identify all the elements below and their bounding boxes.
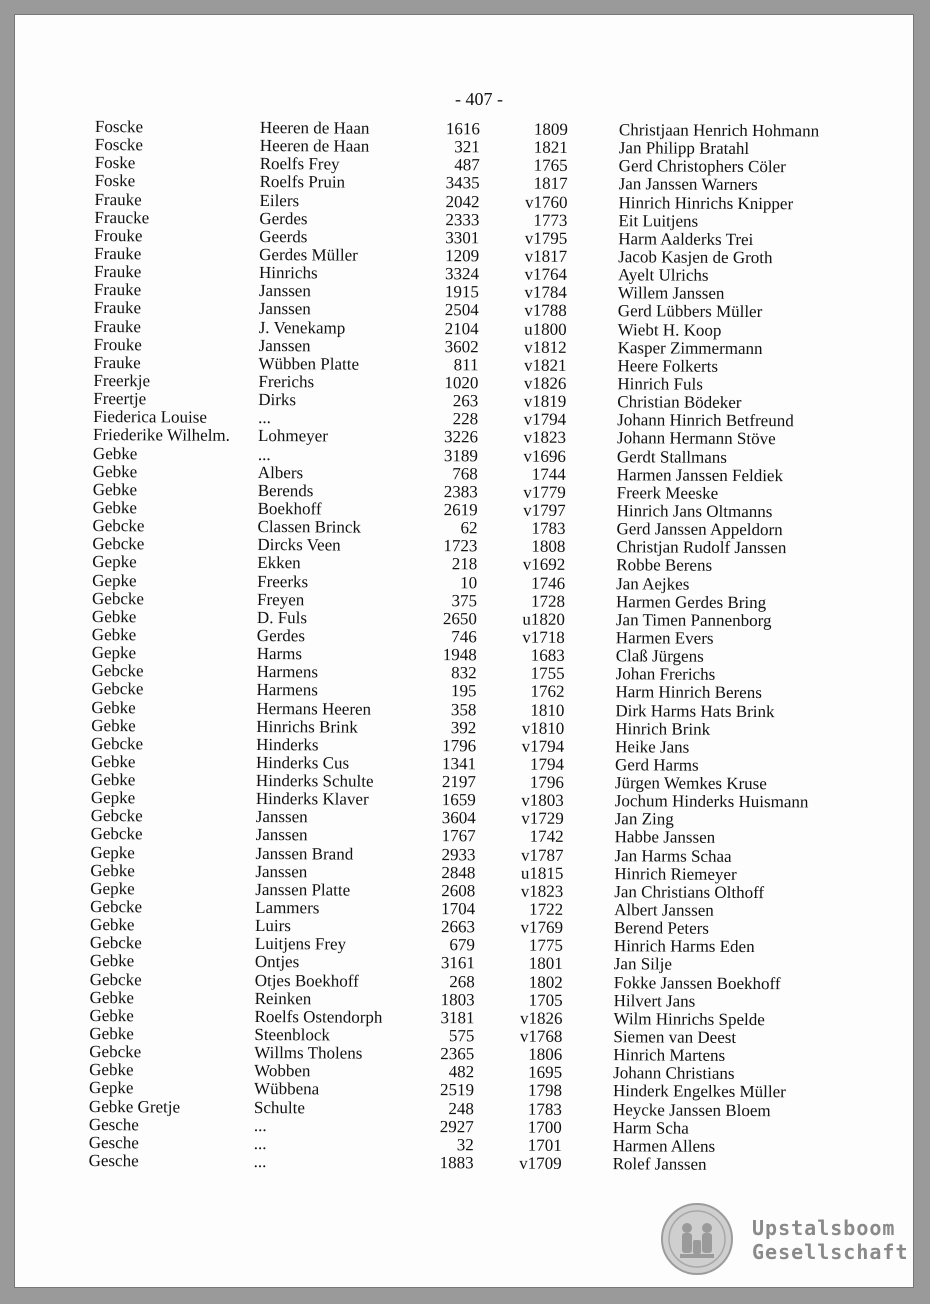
first-name-cell: Gebcke (92, 516, 145, 536)
spouse-name-cell: Dirk Harms Hats Brink (615, 700, 775, 721)
spouse-name-cell: Jan Timen Pannenborg (615, 609, 772, 630)
spouse-name-cell: Hilvert Jans (613, 990, 696, 1011)
record-number-cell: 1915 (444, 282, 480, 302)
spouse-name-cell: Harmen Allens (612, 1136, 716, 1156)
record-number-cell: 3181 (440, 1008, 475, 1028)
record-number-cell: 218 (451, 554, 478, 574)
first-name-cell: Gebke (92, 461, 138, 481)
first-name-cell: Gepke (90, 788, 136, 808)
year-cell: v1826 (519, 1008, 563, 1028)
surname-cell: Hinderks Cus (256, 752, 350, 773)
record-number-cell: 2333 (445, 209, 480, 230)
first-name-cell: Frauke (93, 352, 141, 373)
spouse-name-cell: Wilm Hinrichs Spelde (613, 1009, 765, 1029)
spouse-name-cell: Jan Silje (613, 954, 672, 975)
surname-cell: ... (253, 1152, 267, 1172)
year-cell: 1746 (531, 573, 566, 593)
year-cell: 1783 (531, 518, 566, 538)
first-name-cell: Freertje (93, 389, 147, 409)
year-cell: 1722 (529, 899, 564, 919)
first-name-cell: Gebke (90, 770, 136, 790)
first-name-cell: Gebke (92, 479, 138, 500)
year-cell: v1794 (523, 409, 567, 430)
surname-cell: Otjes Boekhoff (254, 970, 359, 991)
surname-cell: Ontjes (254, 952, 300, 972)
spouse-name-cell: Jan Janssen Warners (618, 174, 758, 195)
surname-cell: Hermans Heeren (256, 698, 372, 719)
record-number-cell: 2927 (439, 1116, 474, 1137)
surname-cell: Hinrichs Brink (256, 716, 358, 737)
surname-cell: Eilers (259, 190, 300, 210)
surname-cell: Gerdes Müller (259, 244, 358, 265)
record-number-cell: 62 (460, 518, 478, 538)
first-name-cell: Gebke (90, 915, 135, 935)
record-number-cell: 2383 (443, 481, 478, 502)
first-name-cell: Foske (94, 171, 136, 191)
year-cell: 1808 (531, 536, 566, 557)
surname-cell: Schulte (253, 1097, 306, 1117)
year-cell: 1762 (530, 682, 565, 702)
surname-cell: ... (258, 408, 271, 428)
first-name-cell: Gebke (92, 497, 138, 518)
spouse-name-cell: Hinderk Engelkes Müller (613, 1081, 786, 1102)
spouse-name-cell: Harm Scha (612, 1117, 689, 1138)
first-name-cell: Frouke (93, 334, 142, 354)
spouse-name-cell: Harm Aalderks Trei (618, 229, 754, 249)
surname-cell: Roelfs Frey (259, 154, 340, 174)
surname-cell: Willms Tholens (254, 1043, 363, 1063)
spouse-name-cell: Gerd Lübbers Müller (617, 301, 763, 322)
first-name-cell: Gebke (89, 951, 135, 971)
surname-cell: Boekhoff (257, 498, 322, 519)
record-number-cell: 2933 (441, 844, 476, 864)
record-number-cell: 768 (452, 463, 478, 484)
first-name-cell: Gesche (88, 1150, 139, 1171)
spouse-name-cell: Hinrich Harms Eden (613, 936, 755, 957)
record-number-cell: 1341 (442, 754, 477, 774)
record-number-cell: 1704 (441, 899, 476, 919)
spouse-name-cell: Christjaan Henrich Hohmann (618, 120, 820, 141)
record-number-cell: 2619 (443, 500, 478, 520)
spouse-name-cell: Rolef Janssen (612, 1154, 707, 1174)
record-number-cell: 248 (448, 1098, 475, 1118)
spouse-name-cell: Heere Folkerts (617, 356, 719, 376)
surname-cell: Albers (257, 462, 304, 482)
spouse-name-cell: Hinrich Jans Oltmanns (616, 501, 773, 522)
spouse-name-cell: Johan Frerichs (615, 664, 716, 685)
surname-cell: D. Fuls (256, 607, 308, 628)
logo-text (752, 1216, 909, 1264)
first-name-cell: Gebke (89, 987, 135, 1008)
year-cell: v1817 (524, 246, 568, 266)
spouse-name-cell: Johann Hermann Stöve (616, 428, 776, 449)
year-cell: v1812 (524, 337, 567, 357)
first-name-cell: Gebcke (92, 588, 145, 608)
record-number-cell: 3301 (445, 227, 480, 248)
surname-cell: Roelfs Pruin (259, 172, 346, 192)
first-name-cell: Fraucke (94, 207, 150, 228)
spouse-name-cell: Johann Christians (613, 1063, 735, 1084)
surname-cell: Heeren de Haan (259, 136, 370, 156)
surname-cell: Berends (257, 480, 314, 501)
document-page (14, 14, 914, 1288)
surname-cell: ... (257, 444, 271, 464)
year-cell: u1800 (524, 319, 567, 339)
record-number-cell: 1948 (442, 645, 477, 665)
spouse-name-cell: Hinrich Hinrichs Knipper (618, 192, 794, 213)
year-cell: 1755 (530, 663, 565, 684)
year-cell: u1815 (520, 863, 564, 883)
surname-cell: Janssen (255, 825, 308, 845)
year-cell: 1765 (533, 155, 568, 176)
surname-cell: Hinderks Schulte (255, 771, 374, 791)
surname-cell: Wobben (254, 1061, 311, 1081)
spouse-name-cell: Kasper Zimmermann (617, 337, 763, 358)
year-cell: 1802 (528, 972, 563, 992)
spouse-name-cell: Jan Zing (614, 809, 674, 829)
first-name-cell: Frauke (94, 243, 142, 264)
first-name-cell: Gebcke (90, 897, 143, 917)
surname-cell: ... (253, 1115, 267, 1135)
first-name-cell: Frauke (94, 262, 142, 282)
year-cell: 1683 (530, 645, 565, 665)
spouse-name-cell: Harmen Evers (615, 628, 714, 648)
year-cell: 1801 (528, 954, 563, 974)
record-number-cell: 1659 (441, 790, 476, 810)
first-name-cell: Foske (94, 153, 136, 173)
year-cell: 1821 (533, 137, 568, 158)
surname-cell: Dirks (258, 390, 297, 410)
year-cell: v1819 (523, 391, 567, 411)
first-name-cell: Gebcke (91, 679, 144, 699)
year-cell: 1744 (531, 464, 566, 484)
year-cell: v1768 (519, 1026, 563, 1046)
record-number-cell: 679 (449, 935, 476, 955)
year-cell: 1728 (531, 591, 566, 611)
record-number-cell: 10 (460, 572, 478, 592)
spouse-name-cell: Hinrich Martens (613, 1045, 726, 1066)
spouse-name-cell: Robbe Berens (616, 555, 713, 576)
surname-cell: Steenblock (254, 1025, 331, 1045)
spouse-name-cell: Jan Harms Schaa (614, 845, 732, 866)
first-name-cell: Frauke (93, 280, 142, 300)
surname-cell: Harms (256, 644, 303, 664)
surname-cell: Janssen (258, 299, 311, 319)
record-number-cell: 3161 (440, 953, 475, 973)
first-name-cell: Gebcke (91, 661, 144, 681)
first-name-cell: Gebke (91, 624, 137, 645)
surname-cell: Geerds (259, 226, 308, 247)
surname-cell: Janssen (258, 281, 311, 301)
record-number-cell: 1723 (443, 536, 478, 556)
year-cell: v1826 (523, 373, 567, 393)
first-name-cell: Gepke (91, 643, 137, 663)
year-cell: v1696 (523, 446, 567, 466)
record-number-cell: 3435 (445, 173, 480, 193)
spouse-name-cell: Heycke Janssen Bloem (612, 1099, 771, 1120)
year-cell: v1823 (520, 881, 564, 901)
spouse-name-cell: Harm Hinrich Berens (615, 682, 762, 703)
spouse-name-cell: Harmen Janssen Feldiek (616, 464, 784, 485)
record-number-cell: 482 (448, 1062, 475, 1082)
surname-cell: ... (253, 1133, 267, 1153)
year-cell: v1718 (522, 627, 565, 647)
surname-cell: Janssen (255, 861, 308, 882)
first-name-cell: Freerkje (93, 370, 151, 391)
logo-line-1: Upstalsboom (752, 1216, 896, 1240)
record-number-cell: 2519 (440, 1080, 475, 1100)
record-number-cell: 3226 (443, 427, 479, 447)
record-number-cell: 2104 (444, 318, 479, 338)
record-number-cell: 575 (448, 1026, 475, 1046)
surname-cell: J. Venekamp (258, 317, 346, 338)
surname-cell: Gerdes (259, 208, 308, 229)
first-name-cell: Frauke (93, 298, 142, 318)
spouse-name-cell: Gerd Janssen Appeldorn (616, 519, 783, 540)
record-number-cell: 2650 (442, 608, 478, 629)
year-cell: 1742 (529, 827, 564, 847)
first-name-cell: Foscke (94, 117, 144, 137)
surname-cell: Janssen (255, 807, 308, 827)
first-name-cell: Gebcke (89, 969, 142, 989)
year-cell: 1705 (528, 990, 563, 1010)
first-name-cell: Gebcke (90, 806, 143, 826)
year-cell: v1787 (520, 845, 564, 865)
year-cell: v1709 (519, 1153, 562, 1173)
spouse-name-cell: Heike Jans (615, 736, 690, 757)
record-number-cell: 2663 (441, 917, 476, 937)
surname-cell: Lammers (255, 898, 320, 918)
first-name-cell: Gebcke (91, 733, 144, 754)
page-number: - 407 - (455, 89, 503, 109)
surname-cell: Classen Brinck (257, 517, 361, 537)
year-cell: 1775 (528, 935, 564, 956)
year-cell: 1701 (527, 1135, 562, 1155)
spouse-name-cell: Hinrich Riemeyer (614, 863, 737, 884)
spouse-name-cell: Eit Luitjens (618, 210, 699, 231)
spouse-name-cell: Jan Aejkes (616, 573, 690, 594)
first-name-cell: Gebke (89, 1060, 134, 1080)
year-cell: v1797 (523, 500, 566, 520)
surname-cell: Heeren de Haan (259, 118, 370, 138)
spouse-name-cell: Siemen van Deest (613, 1027, 737, 1047)
record-number-cell: 2504 (444, 300, 479, 320)
spouse-name-cell: Habbe Janssen (614, 827, 716, 848)
record-number-cell: 3189 (443, 445, 479, 465)
spouse-name-cell: Willem Janssen (617, 283, 725, 304)
first-name-cell: Gepke (92, 552, 137, 572)
surname-cell: Harmens (256, 680, 318, 700)
surname-cell: Ekken (257, 553, 301, 573)
year-cell: 1794 (530, 754, 565, 774)
record-number-cell: 3602 (444, 336, 479, 357)
record-list (89, 118, 895, 1175)
record-number-cell: 228 (452, 409, 479, 429)
year-cell: v1784 (524, 282, 567, 303)
first-name-cell: Frauke (93, 316, 142, 336)
first-name-cell: Gebke (89, 1024, 134, 1044)
record-number-cell: 3604 (441, 808, 476, 828)
year-cell: 1817 (533, 174, 568, 194)
spouse-name-cell: Jochum Hinderks Huismann (614, 791, 809, 812)
spouse-name-cell: Christian Bödeker (617, 392, 742, 413)
first-name-cell: Gepke (90, 842, 135, 862)
first-name-cell: Gebcke (89, 933, 142, 953)
record-number-cell: 811 (453, 355, 479, 375)
year-cell: v1779 (523, 482, 566, 502)
year-cell: v1692 (522, 554, 566, 575)
surname-cell: Janssen (258, 335, 311, 356)
record-number-cell: 195 (450, 681, 477, 701)
year-cell: 1810 (530, 700, 565, 720)
spouse-name-cell: Harmen Gerdes Bring (615, 591, 767, 612)
year-cell: 1695 (528, 1062, 563, 1083)
year-cell: 1809 (533, 119, 568, 139)
year-cell: v1803 (521, 790, 564, 811)
first-name-cell: Gebke Gretje (88, 1096, 181, 1117)
spouse-name-cell: Christjan Rudolf Janssen (616, 537, 787, 558)
first-name-cell: Gebcke (92, 534, 145, 554)
year-cell: v1821 (523, 355, 567, 375)
surname-cell: Wübben Platte (258, 353, 360, 374)
first-name-cell: Gebke (91, 751, 136, 772)
spouse-name-cell: Wiebt H. Koop (617, 319, 722, 340)
first-name-cell: Gepke (89, 1078, 134, 1098)
seal-icon (660, 1202, 734, 1276)
first-name-cell: Gepke (90, 878, 135, 899)
record-number-cell: 2042 (445, 191, 480, 211)
first-name-cell: Gebcke (90, 824, 143, 844)
record-number-cell: 3324 (444, 264, 480, 284)
first-name-cell: Gepke (92, 570, 137, 590)
record-number-cell: 375 (451, 590, 478, 610)
surname-cell: Freyen (257, 589, 305, 609)
society-logo (660, 1200, 909, 1280)
spouse-name-cell: Claß Jürgens (615, 646, 704, 666)
year-cell: v1810 (521, 718, 565, 738)
spouse-name-cell: Berend Peters (614, 918, 710, 938)
record-number-cell: 1616 (445, 119, 480, 139)
year-cell: v1794 (521, 736, 565, 756)
year-cell: v1729 (521, 808, 564, 829)
surname-cell: Frerichs (258, 371, 315, 392)
spouse-name-cell: Hinrich Brink (615, 718, 711, 739)
table-row (89, 1152, 889, 1175)
spouse-name-cell: Jürgen Wemkes Kruse (614, 773, 767, 794)
surname-cell: Gerdes (256, 625, 306, 646)
spouse-name-cell: Gerdt Stallmans (616, 446, 728, 467)
year-cell: v1795 (524, 228, 568, 248)
first-name-cell: Gesche (88, 1132, 139, 1153)
record-number-cell: 263 (452, 391, 479, 411)
first-name-cell: Gebke (91, 606, 137, 627)
year-cell: v1764 (524, 264, 568, 285)
record-number-cell: 1767 (441, 826, 476, 846)
record-number-cell: 2848 (441, 862, 476, 883)
year-cell: 1806 (528, 1044, 563, 1065)
record-number-cell: 1796 (442, 735, 477, 756)
first-name-cell: Foscke (94, 135, 144, 155)
first-name-cell: Frauke (94, 189, 142, 209)
year-cell: 1783 (527, 1099, 563, 1119)
first-name-cell: Gebke (90, 860, 135, 881)
spouse-name-cell: Ayelt Ulrichs (617, 265, 709, 285)
spouse-name-cell: Albert Janssen (614, 900, 714, 920)
spouse-name-cell: Hinrich Fuls (617, 374, 703, 394)
year-cell: 1773 (533, 210, 568, 230)
logo-line-2: Gesellschaft (752, 1240, 909, 1264)
year-cell: v1769 (520, 917, 564, 938)
surname-cell: Luitjens Frey (254, 934, 347, 954)
surname-cell: Dircks Veen (257, 535, 341, 555)
spouse-name-cell: Johann Hinrich Betfreund (617, 410, 794, 431)
surname-cell: Wübbena (254, 1079, 320, 1099)
first-name-cell: Gebke (91, 715, 136, 735)
record-number-cell: 268 (449, 971, 475, 991)
surname-cell: Lohmeyer (258, 426, 328, 446)
first-name-cell: Frouke (94, 225, 143, 246)
year-cell: u1820 (522, 609, 566, 629)
surname-cell: Janssen Brand (255, 843, 354, 864)
surname-cell: Harmens (256, 662, 319, 682)
first-name-cell: Gebke (89, 1005, 134, 1026)
record-number-cell: 487 (454, 155, 480, 175)
year-cell: v1788 (524, 301, 567, 321)
record-number-cell: 1209 (445, 246, 480, 266)
first-name-cell: Gebke (91, 697, 136, 717)
first-name-cell: Friederike Wilhelm. (93, 425, 230, 446)
surname-cell: Reinken (254, 988, 312, 1009)
first-name-cell: Fiederica Louise (93, 407, 207, 427)
record-number-cell: 32 (456, 1135, 474, 1155)
spouse-name-cell: Gerd Christophers Cöler (618, 156, 786, 177)
spouse-name-cell: Jan Christians Olthoff (614, 882, 765, 903)
surname-cell: Hinderks Klaver (255, 789, 369, 809)
surname-cell: Hinderks (256, 734, 319, 755)
year-cell: 1798 (528, 1081, 563, 1101)
first-name-cell: Gesche (88, 1114, 139, 1135)
record-number-cell: 392 (450, 717, 477, 737)
record-number-cell: 2365 (440, 1044, 475, 1064)
surname-cell: Hinrichs (259, 263, 318, 283)
record-number-cell: 1883 (439, 1153, 474, 1173)
first-name-cell: Gebcke (89, 1042, 142, 1062)
record-number-cell: 358 (450, 699, 477, 719)
surname-cell: Janssen Platte (255, 879, 351, 900)
record-number-cell: 1803 (440, 989, 475, 1010)
record-number-cell: 746 (451, 627, 477, 647)
year-cell: 1796 (529, 772, 565, 792)
surname-cell: Luirs (255, 916, 292, 936)
spouse-name-cell: Jan Philipp Bratahl (618, 138, 750, 159)
record-number-cell: 2197 (441, 772, 477, 792)
record-number-cell: 2608 (441, 881, 476, 901)
spouse-name-cell: Fokke Janssen Boekhoff (613, 972, 781, 993)
surname-cell: Freerks (257, 571, 309, 591)
spouse-name-cell: Jacob Kasjen de Groth (618, 247, 773, 268)
spouse-name-cell: Gerd Harms (615, 755, 699, 775)
record-number-cell: 832 (451, 663, 477, 683)
year-cell: v1823 (523, 428, 567, 448)
record-number-cell: 1020 (444, 373, 479, 393)
year-cell: v1760 (524, 192, 568, 212)
first-name-cell: Gebke (92, 443, 138, 463)
record-number-cell: 321 (454, 137, 480, 157)
surname-cell: Roelfs Ostendorph (254, 1006, 383, 1027)
spouse-name-cell: Freerk Meeske (616, 483, 719, 503)
year-cell: 1700 (527, 1117, 562, 1137)
